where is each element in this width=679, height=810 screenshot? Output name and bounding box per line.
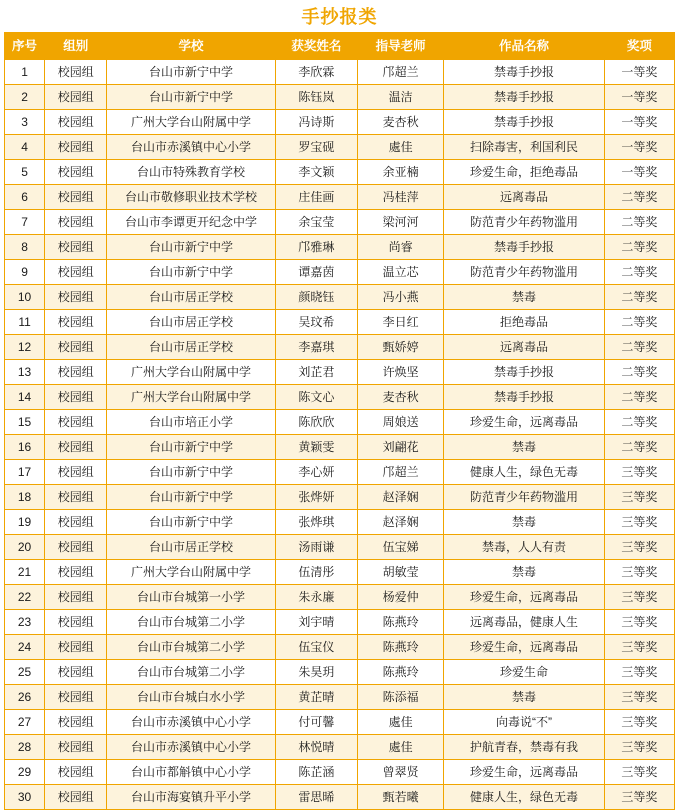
cell-seq: 30 [5,785,45,810]
table-row [5,60,675,85]
cell-school: 台山市新宁中学 [107,260,276,285]
cell-school: 台山市台城白水小学 [107,685,276,710]
cell-teacher: 温洁 [358,85,444,110]
cell-prize: 一等奖 [604,85,674,110]
cell-school: 广州大学台山附属中学 [107,385,276,410]
cell-winner: 冯诗斯 [275,110,357,135]
cell-seq: 13 [5,360,45,385]
cell-prize: 三等奖 [604,635,674,660]
cell-seq: 4 [5,135,45,160]
cell-group: 校园组 [45,135,107,160]
cell-prize: 三等奖 [604,585,674,610]
cell-prize: 二等奖 [604,410,674,435]
column-header-work: 作品名称 [444,33,604,60]
cell-school: 台山市居正学校 [107,535,276,560]
cell-winner: 伍清彤 [275,560,357,585]
cell-work: 禁毒 [444,510,604,535]
table-row [5,385,675,410]
cell-school: 台山市新宁中学 [107,60,276,85]
cell-group: 校园组 [45,610,107,635]
cell-school: 台山市海宴镇升平小学 [107,785,276,810]
cell-seq: 28 [5,735,45,760]
cell-work: 禁毒手抄报 [444,235,604,260]
cell-seq: 1 [5,60,45,85]
table-row [5,635,675,660]
cell-group: 校园组 [45,210,107,235]
cell-school: 广州大学台山附属中学 [107,560,276,585]
cell-school: 台山市赤溪镇中心小学 [107,135,276,160]
table-row [5,735,675,760]
cell-prize: 三等奖 [604,560,674,585]
table-row [5,235,675,260]
table-row [5,485,675,510]
cell-seq: 2 [5,85,45,110]
cell-school: 台山市新宁中学 [107,435,276,460]
cell-prize: 二等奖 [604,260,674,285]
cell-group: 校园组 [45,385,107,410]
cell-teacher: 刘翩花 [358,435,444,460]
cell-teacher: 甄若曦 [358,785,444,810]
cell-winner: 黄芷晴 [275,685,357,710]
cell-school: 台山市敬修职业技术学校 [107,185,276,210]
cell-group: 校园组 [45,160,107,185]
cell-work: 珍爱生命，远离毒品 [444,760,604,785]
column-header-school: 学校 [107,33,276,60]
cell-teacher: 周娘送 [358,410,444,435]
cell-teacher: 陈燕玲 [358,610,444,635]
cell-group: 校园组 [45,585,107,610]
cell-school: 台山市新宁中学 [107,235,276,260]
cell-group: 校园组 [45,185,107,210]
cell-school: 台山市新宁中学 [107,485,276,510]
table-row [5,135,675,160]
cell-group: 校园组 [45,760,107,785]
cell-group: 校园组 [45,60,107,85]
cell-teacher: 處佳 [358,735,444,760]
table-row [5,510,675,535]
cell-winner: 陈文心 [275,385,357,410]
cell-seq: 14 [5,385,45,410]
cell-winner: 李嘉琪 [275,335,357,360]
cell-seq: 15 [5,410,45,435]
cell-prize: 三等奖 [604,785,674,810]
cell-seq: 5 [5,160,45,185]
table-header-row [5,33,675,60]
cell-group: 校园组 [45,235,107,260]
table-row [5,560,675,585]
table-row [5,260,675,285]
cell-prize: 二等奖 [604,235,674,260]
cell-seq: 9 [5,260,45,285]
cell-prize: 三等奖 [604,535,674,560]
cell-teacher: 赵泽娴 [358,485,444,510]
cell-work: 珍爱生命 [444,660,604,685]
cell-winner: 李欣霖 [275,60,357,85]
cell-winner: 庄佳画 [275,185,357,210]
cell-group: 校园组 [45,660,107,685]
cell-group: 校园组 [45,735,107,760]
cell-work: 远离毒品 [444,335,604,360]
cell-winner: 颜晓钰 [275,285,357,310]
column-header-prize: 奖项 [604,33,674,60]
cell-prize: 二等奖 [604,310,674,335]
cell-seq: 6 [5,185,45,210]
cell-seq: 26 [5,685,45,710]
cell-work: 禁毒 [444,285,604,310]
cell-work: 禁毒手抄报 [444,60,604,85]
cell-school: 台山市特殊教育学校 [107,160,276,185]
cell-winner: 汤雨谦 [275,535,357,560]
cell-school: 台山市居正学校 [107,285,276,310]
cell-work: 禁毒手抄报 [444,360,604,385]
table-row [5,785,675,810]
cell-school: 台山市赤溪镇中心小学 [107,710,276,735]
cell-seq: 22 [5,585,45,610]
cell-prize: 三等奖 [604,685,674,710]
cell-school: 台山市新宁中学 [107,510,276,535]
cell-work: 禁毒 [444,685,604,710]
cell-school: 台山市新宁中学 [107,85,276,110]
cell-work: 健康人生，绿色无毒 [444,460,604,485]
cell-winner: 张烨琪 [275,510,357,535]
cell-work: 珍爱生命，远离毒品 [444,410,604,435]
cell-work: 远离毒品 [444,185,604,210]
cell-school: 台山市李谭更开纪念中学 [107,210,276,235]
cell-work: 远离毒品，健康人生 [444,610,604,635]
cell-teacher: 冯桂萍 [358,185,444,210]
cell-prize: 二等奖 [604,185,674,210]
cell-prize: 三等奖 [604,760,674,785]
table-row [5,410,675,435]
cell-winner: 雷思晞 [275,785,357,810]
cell-winner: 李文颖 [275,160,357,185]
cell-group: 校园组 [45,485,107,510]
cell-prize: 三等奖 [604,735,674,760]
cell-work: 禁毒，人人有责 [444,535,604,560]
cell-group: 校园组 [45,360,107,385]
cell-prize: 二等奖 [604,335,674,360]
cell-group: 校园组 [45,410,107,435]
cell-teacher: 尚睿 [358,235,444,260]
cell-winner: 陈芷涵 [275,760,357,785]
cell-group: 校园组 [45,285,107,310]
cell-teacher: 李日红 [358,310,444,335]
cell-group: 校园组 [45,510,107,535]
table-row [5,110,675,135]
table-row [5,460,675,485]
cell-work: 防范青少年药物滥用 [444,210,604,235]
table-row [5,585,675,610]
cell-seq: 3 [5,110,45,135]
cell-teacher: 曾翠贤 [358,760,444,785]
award-table [4,32,675,810]
cell-prize: 一等奖 [604,135,674,160]
cell-teacher: 麦杏秋 [358,385,444,410]
cell-teacher: 梁河河 [358,210,444,235]
cell-work: 健康人生，绿色无毒 [444,785,604,810]
cell-teacher: 赵泽娴 [358,510,444,535]
table-body [5,60,675,810]
cell-group: 校园组 [45,685,107,710]
table-row [5,710,675,735]
cell-prize: 三等奖 [604,610,674,635]
cell-seq: 24 [5,635,45,660]
cell-winner: 张烨妍 [275,485,357,510]
table-row [5,360,675,385]
cell-seq: 18 [5,485,45,510]
cell-seq: 16 [5,435,45,460]
table-row [5,610,675,635]
cell-teacher: 冯小燕 [358,285,444,310]
table-row [5,535,675,560]
column-header-teacher: 指导老师 [358,33,444,60]
cell-teacher: 麦杏秋 [358,110,444,135]
cell-group: 校园组 [45,785,107,810]
cell-seq: 11 [5,310,45,335]
cell-seq: 29 [5,760,45,785]
cell-group: 校园组 [45,260,107,285]
cell-prize: 三等奖 [604,710,674,735]
cell-seq: 21 [5,560,45,585]
cell-work: 拒绝毒品 [444,310,604,335]
cell-school: 广州大学台山附属中学 [107,360,276,385]
cell-school: 广州大学台山附属中学 [107,110,276,135]
cell-prize: 三等奖 [604,660,674,685]
cell-seq: 7 [5,210,45,235]
cell-teacher: 许焕坚 [358,360,444,385]
cell-winner: 林悦晴 [275,735,357,760]
cell-teacher: 伍宝娣 [358,535,444,560]
cell-school: 台山市台城第二小学 [107,635,276,660]
cell-work: 珍爱生命，远离毒品 [444,585,604,610]
column-header-seq: 序号 [5,33,45,60]
table-row [5,660,675,685]
cell-winner: 朱昊玥 [275,660,357,685]
cell-prize: 一等奖 [604,110,674,135]
column-header-group: 组别 [45,33,107,60]
cell-winner: 罗宝砚 [275,135,357,160]
cell-school: 台山市培正小学 [107,410,276,435]
cell-group: 校园组 [45,335,107,360]
cell-prize: 一等奖 [604,160,674,185]
cell-seq: 17 [5,460,45,485]
cell-school: 台山市赤溪镇中心小学 [107,735,276,760]
cell-work: 防范青少年药物滥用 [444,260,604,285]
cell-winner: 谭嘉茵 [275,260,357,285]
cell-prize: 二等奖 [604,360,674,385]
cell-work: 禁毒 [444,560,604,585]
table-row [5,335,675,360]
cell-group: 校园组 [45,110,107,135]
cell-prize: 三等奖 [604,510,674,535]
cell-group: 校园组 [45,435,107,460]
cell-teacher: 杨爱仲 [358,585,444,610]
cell-group: 校园组 [45,710,107,735]
cell-teacher: 余亚楠 [358,160,444,185]
cell-school: 台山市居正学校 [107,335,276,360]
cell-teacher: 陈燕玲 [358,635,444,660]
cell-seq: 10 [5,285,45,310]
column-header-winner: 获奖姓名 [275,33,357,60]
cell-seq: 20 [5,535,45,560]
cell-winner: 吴玟希 [275,310,357,335]
cell-prize: 二等奖 [604,285,674,310]
page-title: 手抄报类 [301,7,378,27]
table-row [5,435,675,460]
cell-seq: 27 [5,710,45,735]
cell-group: 校园组 [45,535,107,560]
cell-teacher: 邝超兰 [358,460,444,485]
table-row [5,160,675,185]
cell-work: 禁毒 [444,435,604,460]
cell-winner: 伍宝仪 [275,635,357,660]
cell-school: 台山市新宁中学 [107,460,276,485]
cell-teacher: 處佳 [358,135,444,160]
cell-school: 台山市都斛镇中心小学 [107,760,276,785]
cell-work: 向毒说“不” [444,710,604,735]
cell-winner: 黄颖雯 [275,435,357,460]
cell-winner: 李心妍 [275,460,357,485]
cell-group: 校园组 [45,635,107,660]
page-title-bar [4,0,675,32]
cell-teacher: 陈添福 [358,685,444,710]
cell-prize: 二等奖 [604,435,674,460]
cell-work: 禁毒手抄报 [444,110,604,135]
cell-winner: 邝雅琳 [275,235,357,260]
cell-group: 校园组 [45,460,107,485]
cell-school: 台山市台城第二小学 [107,660,276,685]
cell-group: 校园组 [45,85,107,110]
cell-work: 珍爱生命，远离毒品 [444,635,604,660]
cell-work: 禁毒手抄报 [444,385,604,410]
cell-teacher: 邝超兰 [358,60,444,85]
cell-winner: 刘芷君 [275,360,357,385]
cell-winner: 付可馨 [275,710,357,735]
cell-winner: 余宝莹 [275,210,357,235]
cell-prize: 三等奖 [604,485,674,510]
table-row [5,310,675,335]
table-row [5,760,675,785]
table-row [5,85,675,110]
cell-group: 校园组 [45,310,107,335]
cell-teacher: 處佳 [358,710,444,735]
cell-work: 护航青春，禁毒有我 [444,735,604,760]
cell-school: 台山市居正学校 [107,310,276,335]
cell-seq: 8 [5,235,45,260]
table-row [5,185,675,210]
cell-prize: 三等奖 [604,460,674,485]
cell-work: 防范青少年药物滥用 [444,485,604,510]
cell-prize: 二等奖 [604,210,674,235]
cell-teacher: 甄娇婷 [358,335,444,360]
table-header [5,33,675,60]
cell-winner: 陈欣欣 [275,410,357,435]
cell-school: 台山市台城第一小学 [107,585,276,610]
cell-work: 珍爱生命，拒绝毒品 [444,160,604,185]
cell-seq: 12 [5,335,45,360]
cell-school: 台山市台城第二小学 [107,610,276,635]
cell-winner: 朱永廉 [275,585,357,610]
cell-teacher: 温立芯 [358,260,444,285]
cell-seq: 19 [5,510,45,535]
cell-work: 扫除毒害，利国利民 [444,135,604,160]
cell-work: 禁毒手抄报 [444,85,604,110]
cell-group: 校园组 [45,560,107,585]
table-row [5,210,675,235]
cell-teacher: 陈燕玲 [358,660,444,685]
cell-winner: 陈钰岚 [275,85,357,110]
table-row [5,685,675,710]
table-row [5,285,675,310]
cell-prize: 二等奖 [604,385,674,410]
cell-teacher: 胡敏莹 [358,560,444,585]
cell-prize: 一等奖 [604,60,674,85]
cell-seq: 25 [5,660,45,685]
cell-winner: 刘宇晴 [275,610,357,635]
cell-seq: 23 [5,610,45,635]
